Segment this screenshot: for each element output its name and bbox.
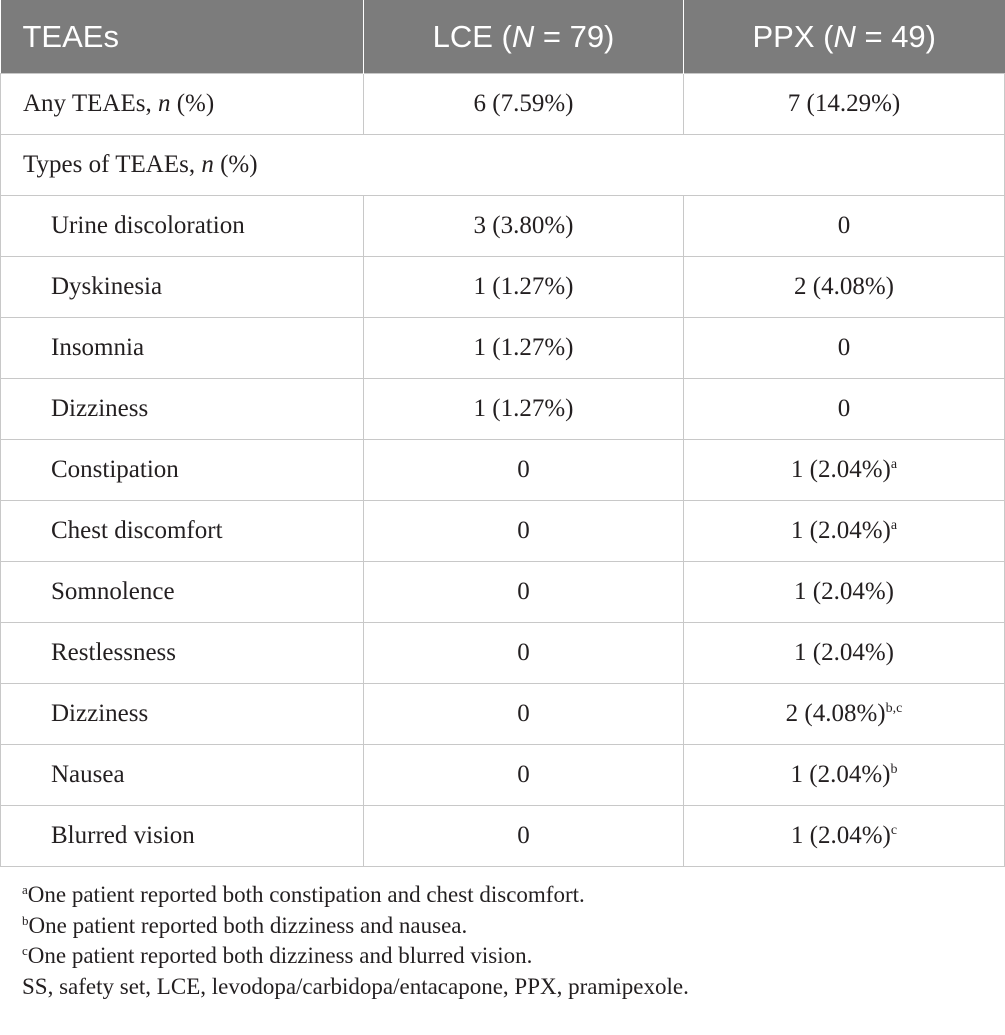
teae-name: Blurred vision (1, 806, 364, 867)
header-ppx: PPX (N = 49) (684, 0, 1005, 74)
footnote-text: One patient reported both dizziness and nausea. (28, 912, 468, 938)
footnote (22, 911, 992, 942)
ppx-value (684, 440, 1005, 501)
any-teaes-ppx: 7 (14.29%) (684, 74, 1005, 135)
lce-value: 1 (1.27%) (364, 257, 684, 318)
table-body (1, 74, 1005, 867)
teae-name: Nausea (1, 745, 364, 806)
table-row (1, 623, 1005, 684)
lce-value: 0 (364, 501, 684, 562)
ppx-value (684, 379, 1005, 440)
lce-value: 0 (364, 745, 684, 806)
footnote-marker: a (890, 457, 898, 472)
any-teaes-lce: 6 (7.59%) (364, 74, 684, 135)
teae-name: Chest discomfort (1, 501, 364, 562)
ppx-value-text: 0 (837, 395, 851, 422)
teae-name: Urine discoloration (1, 196, 364, 257)
footnote-text: SS, safety set, LCE, levodopa/carbidopa/entacapone, PPX, pramipexole. (22, 973, 689, 999)
lce-value: 1 (1.27%) (364, 318, 684, 379)
lce-value: 0 (364, 806, 684, 867)
table-row (1, 379, 1005, 440)
ppx-value (684, 562, 1005, 623)
table-row (1, 196, 1005, 257)
table-row (1, 318, 1005, 379)
ppx-value (684, 806, 1005, 867)
table-row (1, 562, 1005, 623)
table-row (1, 501, 1005, 562)
teae-name: Constipation (1, 440, 364, 501)
teae-name: Restlessness (1, 623, 364, 684)
ppx-value-text: 1 (2.04%) (790, 517, 891, 544)
ppx-value (684, 501, 1005, 562)
footnote-marker: b (890, 762, 898, 777)
ppx-value (684, 257, 1005, 318)
teae-name: Somnolence (1, 562, 364, 623)
header-row (1, 0, 1005, 74)
lce-value: 0 (364, 440, 684, 501)
ppx-value-text: 2 (4.08%) (794, 273, 894, 300)
footnote (22, 941, 992, 972)
teae-name: Insomnia (1, 318, 364, 379)
footnote-marker: c (890, 823, 898, 838)
footnote-text: One patient reported both dizziness and blurred vision. (27, 943, 533, 968)
ppx-value (684, 623, 1005, 684)
ppx-value-text: 1 (2.04%) (794, 578, 894, 605)
ppx-value-text: 1 (2.04%) (790, 822, 891, 849)
lce-value: 0 (364, 562, 684, 623)
any-teaes-row (1, 74, 1005, 135)
lce-value: 0 (364, 684, 684, 745)
ppx-value-text: 0 (837, 212, 851, 239)
footnote (22, 972, 992, 1003)
types-heading-row (1, 135, 1005, 196)
ppx-value-text: 1 (2.04%) (794, 639, 894, 666)
footnote-marker: a (890, 518, 898, 533)
footnote-marker: b,c (885, 701, 903, 716)
table-row (1, 806, 1005, 867)
header-teaes: TEAEs (1, 0, 364, 74)
lce-value: 3 (3.80%) (364, 196, 684, 257)
footnote-mark: a (22, 882, 28, 897)
header-lce: LCE (N = 79) (364, 0, 684, 74)
footnote-mark: b (22, 912, 29, 928)
teae-name: Dyskinesia (1, 257, 364, 318)
ppx-value (684, 745, 1005, 806)
ppx-value-text: 2 (4.08%) (785, 700, 886, 727)
table-row (1, 257, 1005, 318)
ppx-value-text: 1 (2.04%) (790, 761, 891, 788)
lce-value: 1 (1.27%) (364, 379, 684, 440)
footnote-mark: c (22, 943, 28, 958)
table-header (1, 0, 1005, 74)
ppx-value (684, 684, 1005, 745)
footnote-text: One patient reported both constipation and chest discomfort. (27, 882, 585, 907)
footnotes (22, 880, 992, 1002)
ppx-value (684, 318, 1005, 379)
teae-name: Dizziness (1, 684, 364, 745)
teae-name: Dizziness (1, 379, 364, 440)
table-row (1, 684, 1005, 745)
table-row (1, 745, 1005, 806)
lce-value: 0 (364, 623, 684, 684)
footnote (22, 880, 992, 911)
any-teaes-label: Any TEAEs, n (%) (1, 74, 364, 135)
ppx-value (684, 196, 1005, 257)
ppx-value-text: 1 (2.04%) (790, 456, 891, 483)
ppx-value-text: 0 (837, 334, 851, 361)
types-heading: Types of TEAEs, n (%) (1, 135, 1005, 196)
table-row (1, 440, 1005, 501)
